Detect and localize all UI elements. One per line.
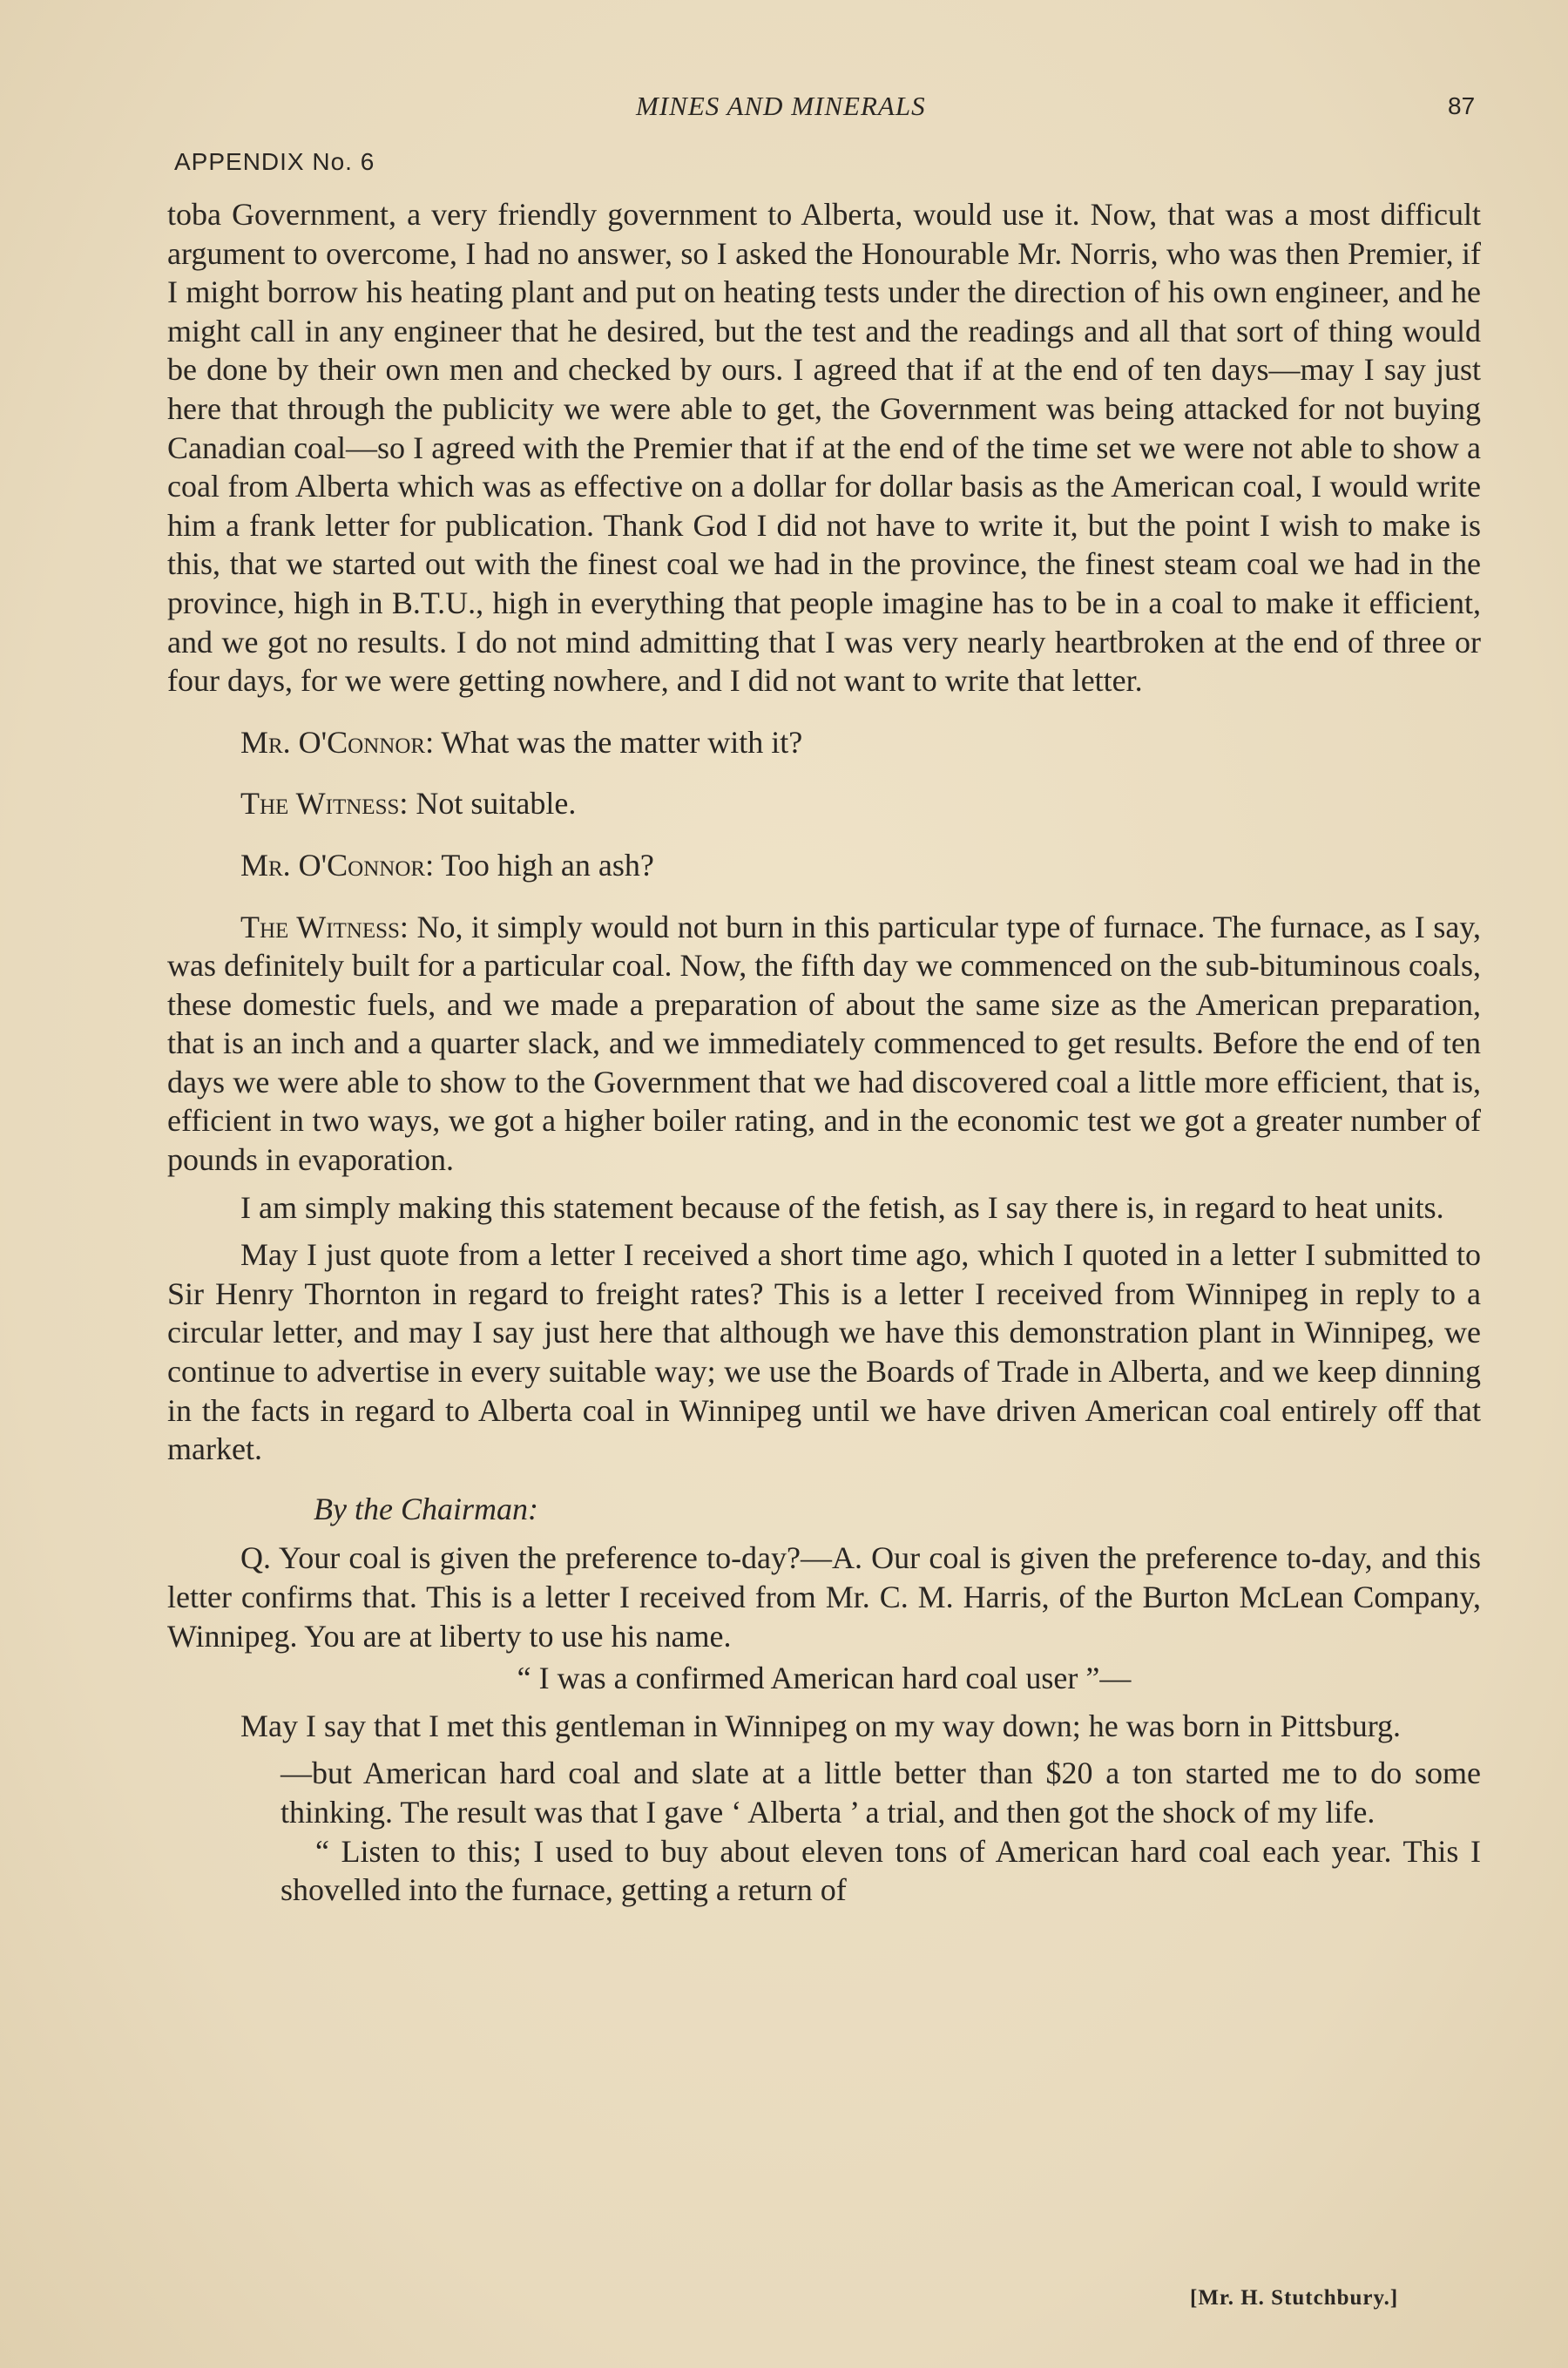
page-number: 87	[1448, 92, 1476, 119]
dialogue-text: Not suitable.	[408, 786, 577, 822]
section-heading: By the Chairman:	[314, 1491, 538, 1526]
body-text	[167, 195, 1481, 1910]
dialogue-text: No, it simply would not burn in this particular type of furnace. The furnace, as I say, was definitely built for a particular coal. Now, the fifth day we commenced on the sub-bituminous coals, these domestic fuels, and we made a preparation of about the same size as the American preparation, that is an inch and a quarter slack, and we immediately commenced to get results. Before the end of ten days we were able to show to the Government that we had discovered coal a little more efficient, that is, efficient in two ways, we got a higher boiler rating, and in the economic test we got a greater number of pounds in evaporation.	[167, 909, 1482, 1178]
dialogue-line	[167, 784, 1481, 823]
appendix-label: APPENDIX No. 6	[174, 148, 375, 175]
quotation-block: —but American hard coal and slate at a little better than $20 a ton started me to do some thinking. The result was that I gave ‘ Alberta ’ a trial, and then got the shock of my life.	[280, 1756, 1481, 1830]
quotation-block: “ Listen to this; I used to buy about eleven tons of American hard coal each year. This I shovelled into the furnace, getting a return of	[280, 1833, 1481, 1908]
dialogue-line	[167, 723, 1481, 762]
question-answer: Q. Your coal is given the preference to-day?—A. Our coal is given the preference to-day, and this letter confirms that. This is a letter I received from Mr. C. M. Harris, of the Burton McLean Company, Winnipeg. You are at liberty to use his name.	[167, 1540, 1481, 1654]
dialogue-text: What was the matter with it?	[434, 724, 803, 760]
speaker-name: The Witness:	[240, 909, 409, 944]
quotation: “ I was a confirmed American hard coal user ”—	[517, 1661, 1132, 1696]
paragraph-continuation: toba Government, a very friendly government to Alberta, would use it. Now, that was a most difficult argument to overcome, I had no answer, so I asked the Honourable Mr. Norris, who was then Premier, if I might borrow his heating plant and put on heating tests under the direction of his own engineer, and he might call in any engineer that he desired, but the test and the readings and all that sort of thing would be done by their own men and checked by ours. I agreed that if at the end of ten days—may I say just here that through the publicity we were able to get, the Government was being attacked for not buying Canadian coal—so I agreed with the Premier that if at the end of the time set we were not able to show a coal from Alberta which was as effective on a dollar for dollar basis as the American coal, I would write him a frank letter for publication. Thank God I did not have to write it, but the point I wish to make is this, that we started out with the finest coal we had in the province, the finest steam coal we had in the province, high in B.T.U., high in everything that people imagine has to be in a coal to make it efficient, and we got no results. I do not mind admitting that I was very nearly heartbroken at the end of three or four days, for we were getting nowhere, and I did not want to write that letter.	[167, 197, 1481, 699]
paragraph: May I say that I met this gentleman in Winnipeg on my way down; he was born in Pittsburg.	[240, 1708, 1402, 1743]
running-title: MINES AND MINERALS	[636, 91, 926, 121]
dialogue-line	[167, 846, 1481, 885]
dialogue-text: Too high an ash?	[434, 847, 654, 883]
footer-speaker-note: [Mr. H. Stutchbury.]	[1190, 2286, 1399, 2310]
dialogue-paragraph	[167, 908, 1481, 1180]
speaker-name: Mr. O'Connor:	[240, 847, 435, 883]
speaker-name: Mr. O'Connor:	[240, 724, 435, 760]
speaker-name: The Witness:	[240, 786, 409, 822]
paragraph: May I just quote from a letter I received a short time ago, which I quoted in a letter I submitted to Sir Henry Thornton in regard to freight rates? This is a letter I received from Winnipeg in reply to a circular letter, and may I say just here that although we have this demonstration plant in Winnipeg, we continue to advertise in every suitable way; we use the Boards of Trade in Alberta, and we keep dinning in the facts in regard to Alberta coal in Winnipeg until we have driven American coal entirely off that market.	[167, 1237, 1481, 1467]
paragraph: I am simply making this statement because of the fetish, as I say there is, in regard to heat units.	[240, 1189, 1444, 1225]
